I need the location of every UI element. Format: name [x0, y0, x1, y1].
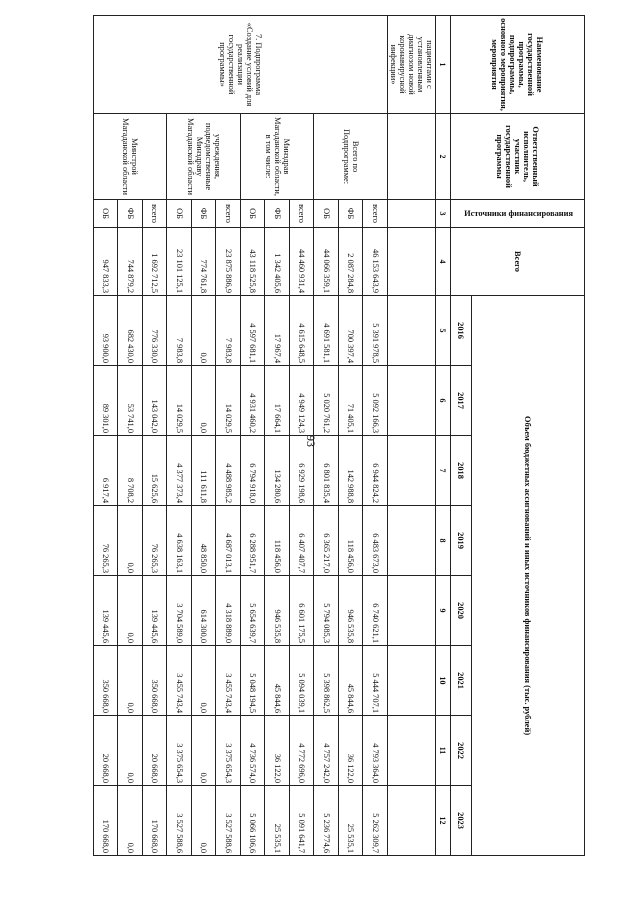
column-number: 10 [436, 646, 451, 716]
responsible-cell [388, 114, 436, 200]
total-cell: 23 875 886,9 [216, 228, 241, 296]
total-cell: 46 153 643,9 [363, 228, 388, 296]
year-value-cell: 4 597 681,1 [241, 296, 266, 366]
year-value-cell: 0,0 [192, 716, 217, 786]
column-number: 11 [436, 716, 451, 786]
year-value-cell [388, 436, 436, 506]
year-value-cell: 170 668,0 [94, 786, 119, 856]
year-value-cell: 350 668,0 [143, 646, 168, 716]
year-value-cell: 4 638 163,1 [167, 506, 192, 576]
year-value-cell: 6 740 621,1 [363, 576, 388, 646]
year-value-cell: 614 300,0 [192, 576, 217, 646]
source-cell: всего [216, 200, 241, 228]
source-cell: всего [290, 200, 315, 228]
page-number: 93 [304, 435, 318, 447]
total-cell: 1 692 712,5 [143, 228, 168, 296]
year-value-cell: 3 527 588,6 [167, 786, 192, 856]
source-cell: ОБ [94, 200, 119, 228]
year-value-cell: 6 601 175,5 [290, 576, 315, 646]
header-funding: Объем бюджетных ассигнований и иных источников финансирования (тыс. рублей) [472, 296, 585, 856]
source-cell: ОБ [167, 200, 192, 228]
year-value-cell: 6 288 951,7 [241, 506, 266, 576]
year-value-cell: 0,0 [192, 786, 217, 856]
year-value-cell: 53 741,0 [118, 366, 143, 436]
header-year: 2019 [451, 506, 472, 576]
year-value-cell: 0,0 [118, 506, 143, 576]
source-cell: ФБ [118, 200, 143, 228]
total-cell: 744 879,2 [118, 228, 143, 296]
year-value-cell: 0,0 [192, 296, 217, 366]
column-number: 1 [436, 16, 451, 114]
year-value-cell: 776 330,0 [143, 296, 168, 366]
source-cell: всего [363, 200, 388, 228]
year-value-cell: 17 967,4 [265, 296, 290, 366]
year-value-cell: 6 801 835,4 [314, 436, 339, 506]
column-number: 3 [436, 200, 451, 228]
table-row [216, 16, 241, 856]
year-value-cell: 6 929 198,6 [290, 436, 315, 506]
year-value-cell: 4 931 460,2 [241, 366, 266, 436]
responsible-cell: Минздрав Магаданской области, в том числе: [241, 114, 315, 200]
year-value-cell: 6 407 407,7 [290, 506, 315, 576]
year-value-cell: 5 020 761,2 [314, 366, 339, 436]
column-number: 5 [436, 296, 451, 366]
table-row [388, 16, 436, 856]
year-value-cell [388, 786, 436, 856]
header-total: Всего [451, 228, 585, 296]
year-value-cell: 5 391 978,5 [363, 296, 388, 366]
program-name-cell: 7. Подпрограмма «Создание условий для реализации государственной программы» [94, 16, 388, 114]
year-value-cell: 89 301,0 [94, 366, 119, 436]
year-value-cell [388, 716, 436, 786]
year-value-cell: 5 066 106,6 [241, 786, 266, 856]
column-number: 9 [436, 576, 451, 646]
year-value-cell: 0,0 [118, 786, 143, 856]
column-number: 12 [436, 786, 451, 856]
year-value-cell: 3 527 588,6 [216, 786, 241, 856]
source-cell: всего [143, 200, 168, 228]
year-value-cell: 142 988,8 [339, 436, 364, 506]
year-value-cell: 4 691 581,1 [314, 296, 339, 366]
year-value-cell: 14 029,5 [167, 366, 192, 436]
column-number: 4 [436, 228, 451, 296]
year-value-cell: 5 794 085,3 [314, 576, 339, 646]
year-value-cell: 143 042,0 [143, 366, 168, 436]
responsible-cell: учреждения, подведомственные Минздраву Магаданской области [167, 114, 241, 200]
year-value-cell: 5 398 862,5 [314, 646, 339, 716]
year-value-cell: 5 262 309,7 [363, 786, 388, 856]
column-number: 8 [436, 506, 451, 576]
year-value-cell: 118 456,0 [265, 506, 290, 576]
year-value-cell: 682 430,0 [118, 296, 143, 366]
total-cell: 23 101 125,1 [167, 228, 192, 296]
header-year: 2020 [451, 576, 472, 646]
header-year: 2017 [451, 366, 472, 436]
year-value-cell: 6 944 824,2 [363, 436, 388, 506]
year-value-cell: 45 844,6 [265, 646, 290, 716]
source-cell: ФБ [192, 200, 217, 228]
total-cell: 774 761,8 [192, 228, 217, 296]
source-cell: ФБ [339, 200, 364, 228]
year-value-cell: 946 535,8 [339, 576, 364, 646]
year-value-cell: 3 375 654,3 [216, 716, 241, 786]
year-value-cell [388, 646, 436, 716]
year-value-cell: 350 668,0 [94, 646, 119, 716]
column-number-row [436, 16, 451, 856]
year-value-cell [388, 506, 436, 576]
table-row [290, 16, 315, 856]
year-value-cell: 36 122,0 [339, 716, 364, 786]
responsible-cell: Всего по Подпрограмме: [314, 114, 388, 200]
source-cell: ОБ [241, 200, 266, 228]
financing-table [93, 15, 585, 856]
total-cell: 44 460 931,4 [290, 228, 315, 296]
year-value-cell: 3 455 743,4 [167, 646, 192, 716]
year-value-cell: 0,0 [192, 646, 217, 716]
year-value-cell: 25 535,1 [339, 786, 364, 856]
year-value-cell: 15 625,6 [143, 436, 168, 506]
header-responsible: Ответственный исполнитель, участник государственной программы [451, 114, 585, 200]
column-number: 7 [436, 436, 451, 506]
year-value-cell: 118 456,0 [339, 506, 364, 576]
column-number: 2 [436, 114, 451, 200]
header-year: 2016 [451, 296, 472, 366]
year-value-cell: 14 029,5 [216, 366, 241, 436]
year-value-cell: 4 488 985,2 [216, 436, 241, 506]
year-value-cell: 7 983,8 [167, 296, 192, 366]
year-value-cell: 4 793 364,0 [363, 716, 388, 786]
year-value-cell: 76 265,3 [143, 506, 168, 576]
year-value-cell: 8 708,2 [118, 436, 143, 506]
year-value-cell: 4 772 696,0 [290, 716, 315, 786]
year-value-cell: 5 094 039,1 [290, 646, 315, 716]
source-cell: ОБ [314, 200, 339, 228]
year-value-cell: 139 445,6 [94, 576, 119, 646]
year-value-cell: 700 397,4 [339, 296, 364, 366]
total-cell [388, 228, 436, 296]
year-value-cell: 6 483 673,0 [363, 506, 388, 576]
year-value-cell: 0,0 [118, 646, 143, 716]
year-value-cell: 6 794 918,0 [241, 436, 266, 506]
header-year: 2018 [451, 436, 472, 506]
year-value-cell: 25 535,1 [265, 786, 290, 856]
year-value-cell: 5 091 641,7 [290, 786, 315, 856]
year-value-cell [388, 296, 436, 366]
total-cell: 43 118 525,8 [241, 228, 266, 296]
program-name-cell: пациентами с установленным диагнозом новой коронавирусной инфекции» [388, 16, 436, 114]
year-value-cell: 71 405,1 [339, 366, 364, 436]
year-value-cell: 36 122,0 [265, 716, 290, 786]
year-value-cell: 139 445,6 [143, 576, 168, 646]
header-year: 2022 [451, 716, 472, 786]
year-value-cell: 3 375 654,3 [167, 716, 192, 786]
header-source: Источники финансирования [451, 200, 585, 228]
total-cell: 947 833,3 [94, 228, 119, 296]
year-value-cell: 48 850,0 [192, 506, 217, 576]
year-value-cell: 45 844,6 [339, 646, 364, 716]
total-cell: 1 342 405,6 [265, 228, 290, 296]
year-value-cell: 5 654 639,7 [241, 576, 266, 646]
year-value-cell: 0,0 [192, 366, 217, 436]
year-value-cell: 4 377 373,4 [167, 436, 192, 506]
source-cell: ФБ [265, 200, 290, 228]
year-value-cell: 17 664,1 [265, 366, 290, 436]
header-year: 2021 [451, 646, 472, 716]
table-row [143, 16, 168, 856]
year-value-cell: 7 983,8 [216, 296, 241, 366]
year-value-cell: 170 668,0 [143, 786, 168, 856]
year-value-cell: 20 668,0 [94, 716, 119, 786]
year-value-cell: 5 444 707,1 [363, 646, 388, 716]
year-value-cell: 20 668,0 [143, 716, 168, 786]
year-value-cell: 5 048 194,5 [241, 646, 266, 716]
rotated-table-container [55, 15, 585, 855]
year-value-cell: 93 900,0 [94, 296, 119, 366]
year-value-cell: 3 455 743,4 [216, 646, 241, 716]
total-cell: 44 066 359,1 [314, 228, 339, 296]
year-value-cell: 6 917,4 [94, 436, 119, 506]
year-value-cell: 0,0 [118, 716, 143, 786]
year-value-cell: 4 736 574,0 [241, 716, 266, 786]
year-value-cell: 4 687 013,1 [216, 506, 241, 576]
header-year: 2023 [451, 786, 472, 856]
total-cell: 2 087 284,8 [339, 228, 364, 296]
year-value-cell: 3 704 589,0 [167, 576, 192, 646]
year-value-cell: 111 611,8 [192, 436, 217, 506]
year-value-cell: 946 535,8 [265, 576, 290, 646]
year-value-cell: 4 615 648,5 [290, 296, 315, 366]
year-value-cell: 6 365 217,0 [314, 506, 339, 576]
year-value-cell: 76 265,3 [94, 506, 119, 576]
year-value-cell [388, 366, 436, 436]
responsible-cell: Минстрой Магаданской области [94, 114, 168, 200]
year-value-cell: 134 280,6 [265, 436, 290, 506]
source-cell [388, 200, 436, 228]
year-value-cell: 5 236 774,6 [314, 786, 339, 856]
year-value-cell: 4 757 242,0 [314, 716, 339, 786]
year-value-cell: 5 092 166,3 [363, 366, 388, 436]
year-value-cell: 0,0 [118, 576, 143, 646]
year-value-cell: 4 318 889,0 [216, 576, 241, 646]
year-value-cell: 4 949 124,3 [290, 366, 315, 436]
column-number: 6 [436, 366, 451, 436]
header-program-name: Наименование государственной программы, подпрограммы, основного мероприятия, мероприятия [451, 16, 585, 114]
year-value-cell [388, 576, 436, 646]
table-row [363, 16, 388, 856]
